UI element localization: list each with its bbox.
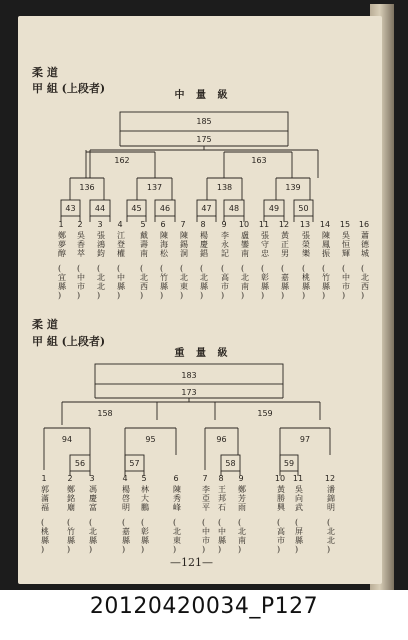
bout-number: 44 [94, 204, 106, 213]
weight-class-title: 重 量 級 [174, 348, 232, 359]
player-team: (嘉縣) [281, 264, 289, 300]
player-name: 吳香萃 [77, 231, 85, 258]
player-team: (北縣) [200, 264, 208, 300]
bout-number: 175 [196, 135, 212, 144]
bout-number: 163 [251, 156, 267, 165]
player-team: (北北) [97, 264, 105, 300]
bout-number: 56 [74, 459, 86, 468]
player-team: (北東) [173, 518, 181, 554]
player-number: 3 [97, 220, 103, 229]
player-name: 張守忠 [261, 231, 269, 258]
player-number: 11 [258, 220, 270, 229]
bout-number: 185 [196, 117, 212, 126]
bout-number: 46 [159, 204, 171, 213]
player-number: 4 [117, 220, 123, 229]
player-number: 1 [58, 220, 64, 229]
bout-number: 139 [285, 183, 301, 192]
archive-caption: 20120420034_P127 [89, 594, 319, 619]
bout-number: 59 [283, 459, 295, 468]
player-name: 潘錦明 [327, 485, 335, 512]
player-name: 李亞平 [202, 485, 210, 512]
player-team: (高市) [221, 264, 229, 300]
player-name: 江登權 [117, 231, 125, 258]
bout-number: 48 [228, 204, 240, 213]
bout-number: 138 [216, 183, 233, 192]
player-name: 陳錫洞 [180, 231, 188, 258]
bout-number: 183 [181, 371, 197, 380]
player-name: 馮慶富 [89, 485, 97, 512]
player-name: 陳海松 [160, 231, 168, 258]
player-team: (北縣) [89, 518, 97, 554]
player-team: (竹縣) [67, 518, 75, 554]
player-name: 戴壽南 [140, 231, 148, 258]
bout-number: 57 [129, 459, 140, 468]
bout-number: 162 [114, 156, 130, 165]
player-team: (彰縣) [261, 264, 269, 300]
player-team: (竹縣) [322, 264, 330, 300]
player-number: 4 [122, 474, 128, 483]
player-number: 6 [173, 474, 179, 483]
page-number: —121— [170, 556, 213, 569]
player-team: (中市) [342, 264, 350, 300]
player-number: 13 [299, 220, 311, 229]
player-name: 黃勝興 [277, 485, 285, 512]
player-name: 李永記 [221, 231, 229, 258]
player-number: 2 [77, 220, 83, 229]
player-number: 14 [319, 220, 331, 229]
bout-number: 97 [299, 435, 311, 444]
section1-group: 甲 組 (上段者) [32, 82, 106, 95]
player-team: (中縣) [117, 264, 125, 300]
player-team: (桃縣) [302, 264, 310, 300]
player-number: 2 [67, 474, 73, 483]
bout-number: 173 [181, 388, 197, 397]
bout-number: 45 [131, 204, 142, 213]
player-name: 鄭芳雨 [238, 485, 246, 512]
player-name: 盧鑾南 [241, 231, 249, 258]
bout-number: 137 [146, 183, 163, 192]
bout-number: 43 [65, 204, 76, 213]
bout-number: 96 [216, 435, 227, 444]
player-team: (北南) [238, 518, 246, 554]
bout-number: 95 [145, 435, 156, 444]
player-team: (北西) [361, 264, 369, 300]
player-number: 12 [278, 220, 290, 229]
player-team: (中市) [77, 264, 85, 300]
player-name: 陳秀峰 [173, 485, 181, 512]
section2-group: 甲 組 (上段者) [32, 335, 106, 348]
player-name: 陳鳳振 [322, 231, 330, 258]
player-team: (宜縣) [58, 264, 66, 300]
player-number: 9 [221, 220, 227, 229]
player-number: 6 [160, 220, 166, 229]
player-number: 10 [274, 474, 286, 483]
player-name: 楊慶錩 [200, 231, 208, 258]
player-number: 8 [218, 474, 224, 483]
player-team: (中市) [202, 518, 210, 554]
player-name: 吳向武 [295, 485, 303, 512]
player-name: 鄭銘廟 [67, 485, 75, 512]
bout-number: 136 [79, 183, 95, 192]
player-team: (北南) [241, 264, 249, 300]
player-team: (北北) [327, 518, 335, 554]
player-name: 王邦石 [218, 485, 226, 512]
player-team: (彰縣) [141, 518, 149, 554]
bout-number: 158 [97, 409, 113, 418]
player-name: 黃正男 [281, 231, 289, 258]
player-number: 7 [202, 474, 208, 483]
player-name: 郭滿福 [41, 485, 49, 512]
player-name: 楊啓明 [122, 485, 130, 512]
player-team: (北西) [140, 264, 148, 300]
player-number: 3 [89, 474, 95, 483]
player-team: (桃縣) [41, 518, 49, 554]
bout-number: 50 [298, 204, 309, 213]
player-number: 12 [324, 474, 336, 483]
player-name: 吳恒輝 [342, 231, 350, 258]
player-name: 張榮樂 [302, 231, 310, 258]
bout-number: 47 [201, 204, 212, 213]
player-name: 鄭夢醇 [58, 231, 66, 258]
player-number: 16 [358, 220, 370, 229]
bout-number: 94 [61, 435, 73, 444]
bout-number: 49 [268, 204, 280, 213]
bout-number: 58 [225, 459, 236, 468]
player-team: (屏縣) [295, 518, 303, 554]
player-number: 10 [238, 220, 250, 229]
section2-sport: 柔 道 [32, 318, 58, 331]
player-team: (中縣) [218, 518, 226, 554]
player-number: 1 [41, 474, 47, 483]
player-team: (嘉縣) [122, 518, 130, 554]
player-number: 9 [238, 474, 244, 483]
player-number: 11 [292, 474, 304, 483]
player-name: 林大鵬 [141, 485, 149, 512]
player-team: (高市) [277, 518, 285, 554]
player-name: 蕭德城 [361, 231, 369, 258]
player-team: (竹縣) [160, 264, 168, 300]
player-team: (北東) [180, 264, 188, 300]
player-number: 7 [180, 220, 186, 229]
player-number: 15 [339, 220, 351, 229]
player-number: 8 [200, 220, 206, 229]
player-number: 5 [140, 220, 146, 229]
player-number: 5 [141, 474, 147, 483]
section1-sport: 柔 道 [32, 66, 58, 79]
player-name: 張鴻鈞 [97, 231, 105, 258]
bout-number: 159 [257, 409, 273, 418]
weight-class-title: 中 量 級 [174, 90, 232, 101]
